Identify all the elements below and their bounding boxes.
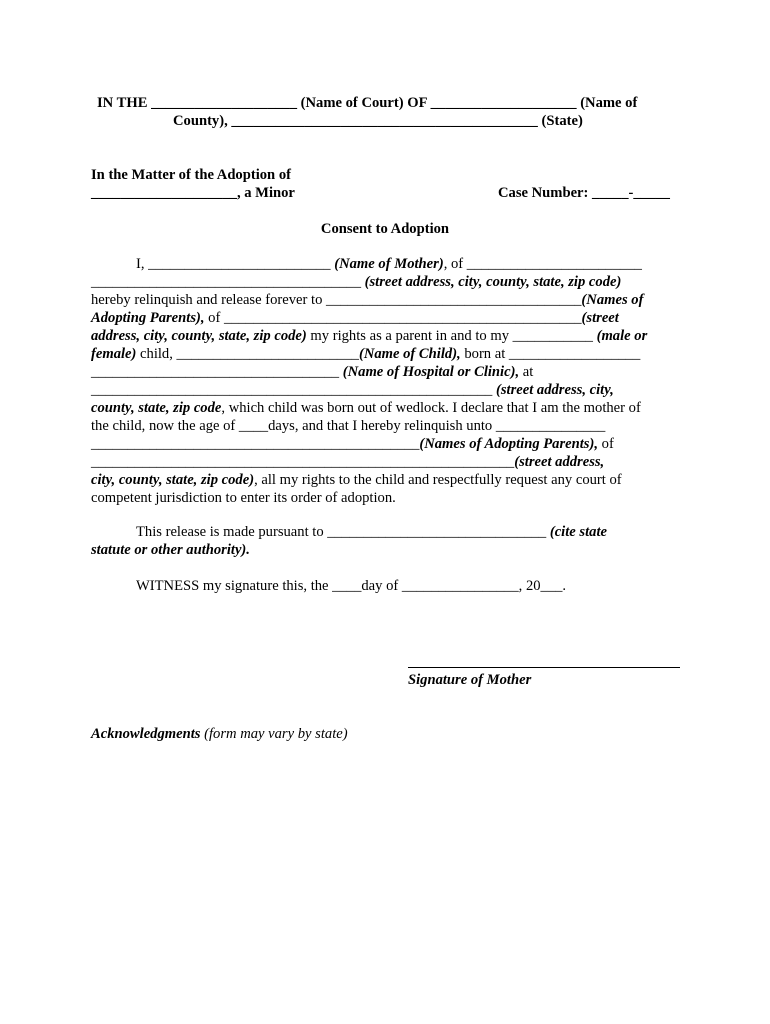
- body-text: __________________________________: [91, 364, 343, 380]
- body-text: born at __________________: [460, 346, 641, 362]
- body-text: of: [598, 436, 614, 452]
- body-text: , which child was born out of wedlock. I declare that I am the mother of: [221, 400, 641, 416]
- body-text: __________________________________________________________: [91, 454, 515, 470]
- body-text: (street: [581, 310, 619, 326]
- signature-label: Signature of Mother: [408, 672, 532, 688]
- release-line: [136, 523, 726, 541]
- witness-line: WITNESS my signature this, the ____day of ________________, 20___.: [136, 578, 567, 594]
- document-title: Consent to Adoption: [320, 221, 450, 237]
- body-text: , all my rights to the child and respectfully request any court of: [254, 472, 622, 488]
- body-text: (Name of Mother): [334, 256, 444, 272]
- case-number: Case Number: _____-_____: [498, 185, 670, 201]
- acknowledgments-label: Acknowledgments: [91, 726, 201, 742]
- body-text: hereby relinquish and release forever to ___________________________________: [91, 292, 582, 308]
- body-text: address, city, county, state, zip code): [91, 328, 307, 344]
- caption-line-2: County), __________________________________________ (State): [173, 113, 583, 129]
- body-line: [91, 453, 681, 471]
- body-text: , of ________________________: [443, 256, 642, 272]
- matter-heading: In the Matter of the Adoption of: [91, 167, 291, 183]
- acknowledgments-note: (form may vary by state): [200, 726, 348, 742]
- acknowledgments: [91, 725, 681, 743]
- body-text: Adopting Parents),: [91, 310, 205, 326]
- body-line: [91, 399, 681, 417]
- body-text: city, county, state, zip code): [91, 472, 255, 488]
- body-text: _______________________________________________________: [91, 382, 496, 398]
- body-text: (Name of Child),: [358, 346, 461, 362]
- body-line: [136, 255, 726, 273]
- body-text: I, _________________________: [136, 256, 335, 272]
- body-text: of _________________________________________________: [204, 310, 582, 326]
- release-text: (cite state: [549, 524, 607, 540]
- body-text: (street address, city, county, state, zip code): [364, 274, 622, 290]
- body-line: [91, 489, 681, 507]
- minor-name-line: ____________________, a Minor: [91, 185, 295, 201]
- body-line: [91, 273, 681, 291]
- body-text: child, _________________________: [136, 346, 359, 362]
- body-text: female): [91, 346, 137, 362]
- body-line: [91, 381, 681, 399]
- body-text: (male or: [596, 328, 648, 344]
- body-line: [91, 417, 681, 435]
- body-text: (Names of Adopting Parents),: [419, 436, 598, 452]
- body-text: my rights as a parent in and to my ___________: [306, 328, 597, 344]
- body-text: (Names of: [581, 292, 644, 308]
- body-line: [91, 291, 681, 309]
- body-text: (street address, city,: [495, 382, 614, 398]
- body-line: [91, 471, 681, 489]
- body-line: [91, 345, 681, 363]
- body-text: _____________________________________________: [91, 436, 420, 452]
- body-text: competent jurisdiction to enter its order of adoption.: [91, 490, 396, 506]
- release-line: [91, 541, 681, 559]
- body-line: [91, 309, 681, 327]
- body-line: [91, 435, 681, 453]
- release-text: statute or other authority).: [91, 542, 250, 558]
- body-text: the child, now the age of ____days, and that I hereby relinquish unto _______________: [91, 418, 606, 434]
- release-text: This release is made pursuant to ______________________________: [136, 524, 550, 540]
- signature-line: [408, 667, 680, 668]
- body-text: _____________________________________: [91, 274, 365, 290]
- caption-line-1: IN THE ____________________ (Name of Court) OF ____________________ (Name of: [97, 95, 638, 111]
- body-text: county, state, zip code: [91, 400, 222, 416]
- body-text: (Name of Hospital or Clinic),: [342, 364, 520, 380]
- body-text: at: [519, 364, 534, 380]
- body-line: [91, 363, 681, 381]
- body-text: (street address,: [514, 454, 605, 470]
- body-line: [91, 327, 681, 345]
